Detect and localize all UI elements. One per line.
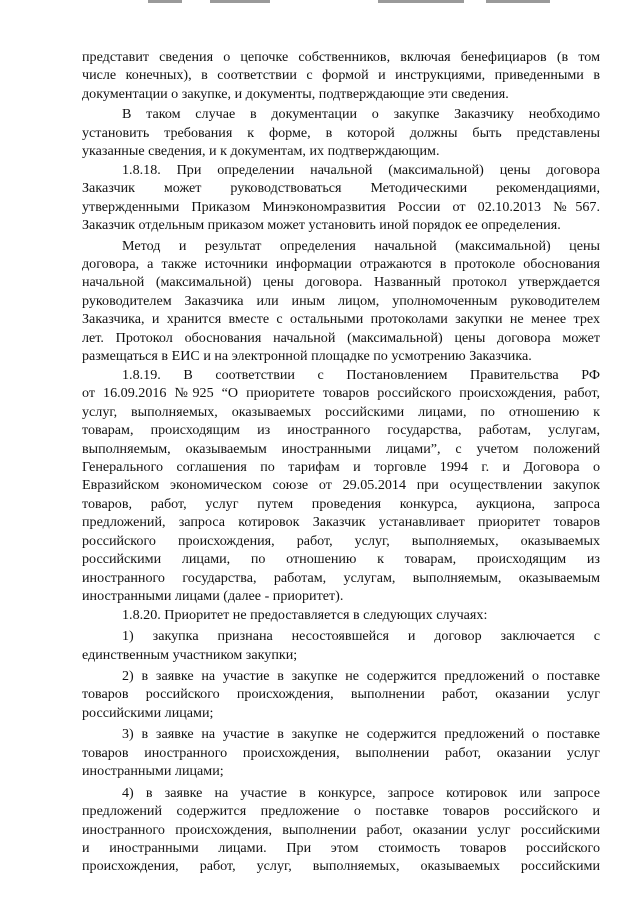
scan-mark (148, 0, 182, 3)
document-page-text (82, 48, 600, 876)
text-line: предложений содержится предложение о поставке товаров российского и (82, 803, 600, 820)
text-line: иностранного государства, работам, услугам, выполняемым, оказываемым (82, 569, 600, 586)
text-line: товаров российского происхождения, выполнении работ, оказании услуг (82, 686, 600, 703)
text-line: числе конечных), в соответствии с формой и инструкциями, приведенными в (82, 67, 600, 84)
text-line: начальной (максимальной) цены договора. Названный протокол утверждается (82, 274, 600, 291)
text-line: происхождения, работ, услуг, выполняемых, оказываемых российскими (82, 858, 600, 875)
text-line: Метод и результат определения начальной (максимальной) цены (122, 237, 600, 254)
text-line: и иностранными лицами. При этом стоимость товаров российского (82, 840, 600, 857)
text-line: указанные сведения, и к документам, их подтверждающим. (82, 143, 440, 160)
text-line: предложений, запроса котировок Заказчик устанавливает приоритет товаров (82, 514, 600, 531)
text-line: иностранного происхождения, выполнении работ, оказании услуг российскими (82, 821, 600, 838)
scan-mark (378, 0, 464, 3)
text-line: В таком случае в документации о закупке Заказчику необходимо (122, 106, 600, 123)
text-line: 2) в заявке на участие в закупке не содержится предложений о поставке (122, 667, 600, 684)
scan-edge-marks (0, 0, 640, 8)
text-line: утвержденными Приказом Минэкономразвития России от 02.10.2013 №567. (82, 198, 600, 215)
text-line: Заказчика, и хранится вместе с остальными протоколами закупки не менее трех (82, 311, 600, 328)
text-line: 1.8.19. В соответствии с Постановлением Правительства РФ (122, 366, 600, 383)
text-line: российского происхождения, работ, услуг, выполняемых, оказываемых (82, 532, 600, 549)
text-line: 4) в заявке на участие в конкурсе, запросе котировок или запросе (122, 784, 600, 801)
text-line: единственным участником закупки; (82, 646, 298, 663)
text-line: Генерального соглашения по тарифам и торговле 1994 г. и Договора о (82, 458, 600, 475)
text-line: иностранными лицами; (82, 763, 224, 780)
text-line: товарам, происходящим из иностранного государства, работам, услугам, (82, 422, 600, 439)
text-line: договора, а также источники информации отражаются в протоколе обоснования (82, 255, 600, 272)
text-line: документации о закупке, и документы, подтверждающие эти сведения. (82, 85, 509, 102)
text-line: 1.8.20. Приоритет не предоставляется в следующих случаях: (122, 606, 488, 623)
text-line: 1.8.18. При определении начальной (максимальной) цены договора (122, 161, 600, 178)
scan-mark (486, 0, 550, 3)
text-line: иностранными лицами (далее - приоритет). (82, 588, 344, 605)
text-line: руководителем Заказчика или иным лицом, уполномоченным руководителем (82, 292, 600, 309)
text-line: Заказчик может руководствоваться Методическими рекомендациями, (82, 180, 600, 197)
text-line: размещаться в ЕИС и на электронной площадке по усмотрению Заказчика. (82, 348, 532, 365)
text-line: представит сведения о цепочке собственников, включая бенефициаров (в том (82, 49, 600, 65)
text-line: услуг, выполняемых, оказываемых российскими лицами, по отношению к (82, 403, 600, 420)
text-line: товаров, работ, услуг путем проведения конкурса, аукциона, запроса (82, 495, 600, 512)
scan-mark (210, 0, 270, 3)
text-line: Заказчик отдельным приказом может установить иной порядок ее определения. (82, 217, 561, 234)
text-line: выполняемым, оказываемым иностранными лицами”, с учетом положений (82, 440, 600, 457)
text-line: установить требования к форме, в которой должны быть представлены (82, 124, 600, 141)
text-line: Евразийском экономическом союзе от 29.05.2014 при осуществлении закупок (82, 477, 600, 494)
text-line: 3) в заявке на участие в закупке не содержится предложений о поставке (122, 726, 600, 743)
text-line: российскими лицами; (82, 704, 214, 721)
text-line: 1) закупка признана несостоявшейся и договор заключается с (122, 628, 600, 645)
text-line: от 16.09.2016 №925 “О приоритете товаров российского происхождения, работ, (82, 385, 600, 402)
text-line: товаров иностранного происхождения, выполнении работ, оказании услуг (82, 744, 600, 761)
text-line: российскими лицами, по отношению к товарам, происходящим из (82, 551, 600, 568)
text-line: лет. Протокол обоснования начальной (максимальной) цены договора может (82, 329, 600, 346)
